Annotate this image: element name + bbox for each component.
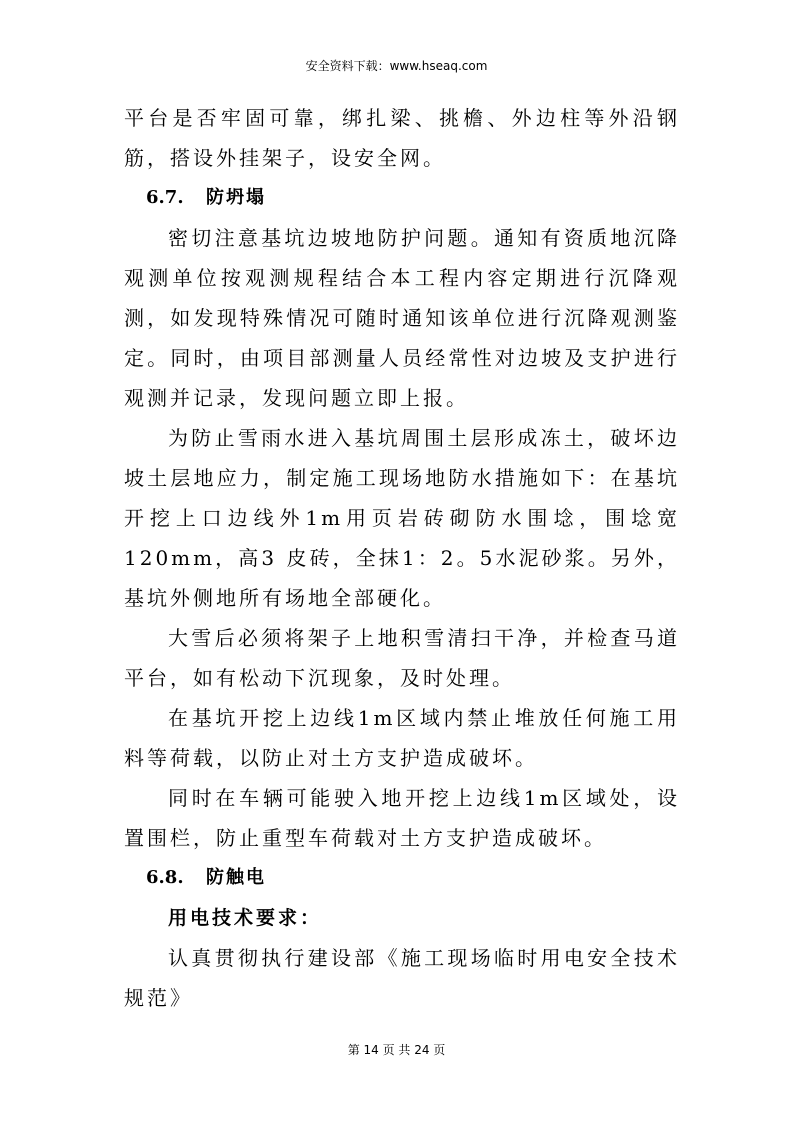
section-heading-6-7: [146, 178, 680, 218]
section-title: 防触电: [206, 867, 266, 888]
subheading: 用电技术要求：: [168, 907, 323, 929]
page-header: 安全资料下载：www.hseaq.com: [305, 59, 488, 73]
paragraph: 认真贯彻执行建设部《施工现场临时用电安全技术规范》: [124, 946, 680, 1010]
paragraph: 密切注意基坑边坡地防护问题。通知有资质地沉降观测单位按观测规程结合本工程内容定期进行沉降观测，如发现特殊情况可随时通知该单位进行沉降观测鉴定。同时，由项目部测量人员经常性对边坡及支护进行观测并记录，发现问题立即上报。: [124, 226, 680, 410]
paragraph-intro: 平台是否牢固可靠，绑扎梁、挑檐、外边柱等外沿钢筋，搭设外挂架子，设安全网。: [124, 106, 680, 170]
paragraph: 在基坑开挖上边线1m区域内禁止堆放任何施工用料等荷载，以防止对土方支护造成破坏。: [124, 706, 680, 770]
paragraph: 为防止雪雨水进入基坑周围土层形成冻土，破坏边坡土层地应力，制定施工现场地防水措施如下：在基坑开挖上口边线外1m用页岩砖砌防水围埝，围埝宽120mm，高3 皮砖，全抹1：2。5水泥砂浆。另外，基坑外侧地所有场地全部硬化。: [124, 426, 680, 610]
section-number: 6.7.: [146, 187, 184, 208]
page-footer: 第 14 页 共 24 页: [347, 1043, 446, 1057]
section-title: 防坍塌: [206, 187, 266, 208]
paragraph: 大雪后必须将架子上地积雪清扫干净，并检查马道平台，如有松动下沉现象，及时处理。: [124, 626, 680, 690]
document-body: [124, 98, 680, 1018]
section-heading-6-8: [146, 858, 680, 898]
section-number: 6.8.: [146, 867, 184, 888]
paragraph: 同时在车辆可能驶入地开挖上边线1m区域处，设置围栏，防止重型车荷载对土方支护造成破坏。: [124, 786, 680, 850]
